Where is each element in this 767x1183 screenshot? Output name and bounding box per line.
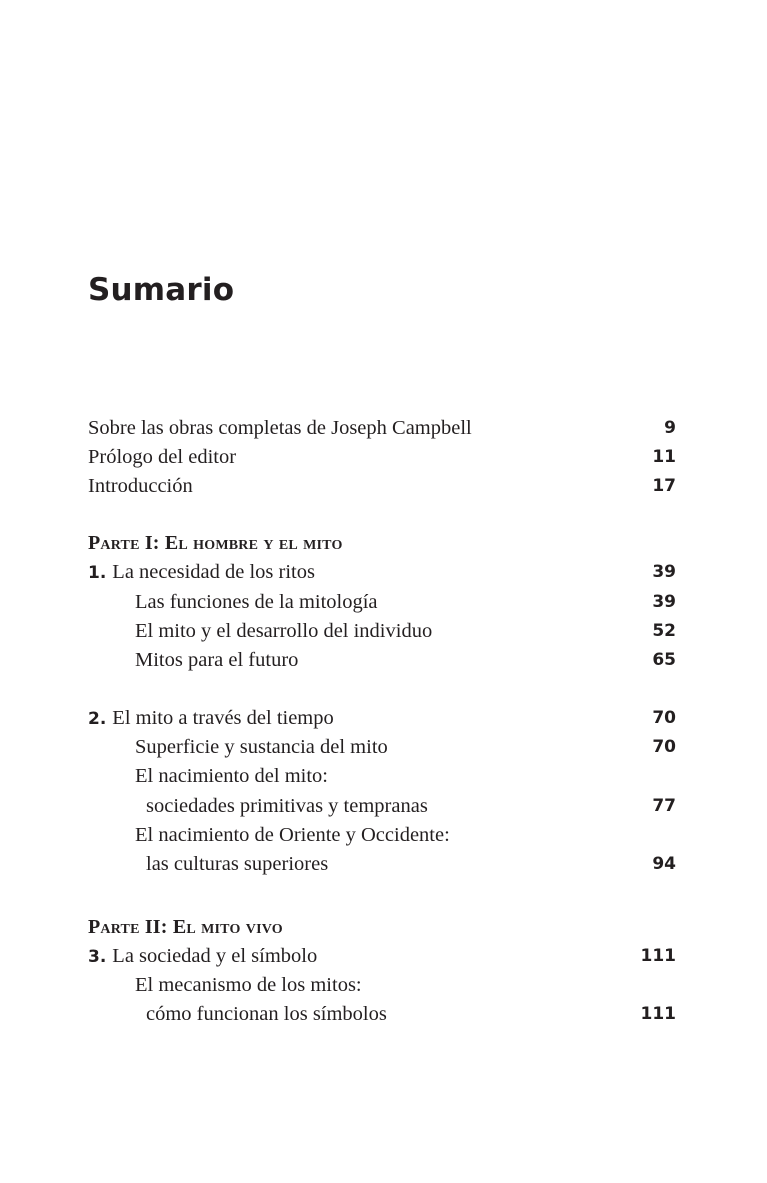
section-label: El mito y el desarrollo del individuo xyxy=(135,620,433,642)
toc-entry-page: 111 xyxy=(640,1004,676,1024)
toc-entry-label: Prólogo del editor xyxy=(88,446,237,468)
section-entry xyxy=(88,588,676,617)
section-entry xyxy=(88,733,676,762)
section-entry xyxy=(88,762,676,791)
section-entry-continuation xyxy=(88,792,676,821)
toc-entry xyxy=(88,414,676,443)
chapter-entry xyxy=(88,942,676,971)
toc-entry-page: 39 xyxy=(652,562,676,582)
toc-entry-label: Sobre las obras completas de Joseph Campbell xyxy=(88,417,472,439)
toc-entry xyxy=(88,443,676,472)
toc-entry-page: 65 xyxy=(652,650,676,670)
toc-entry xyxy=(88,472,676,501)
section-label: Las funciones de la mitología xyxy=(135,591,378,613)
section-entry xyxy=(88,617,676,646)
chapter-number: 3. xyxy=(88,947,107,967)
toc-entry-page: 77 xyxy=(652,796,676,816)
toc-entry-page: 70 xyxy=(652,708,676,728)
page-title: Sumario xyxy=(88,272,235,308)
toc-entry-page: 9 xyxy=(664,418,676,438)
part-heading xyxy=(88,913,676,942)
chapter-label xyxy=(88,942,317,972)
section-label: Superficie y sustancia del mito xyxy=(135,736,388,758)
section-label-continuation: cómo funcionan los símbolos xyxy=(146,1003,387,1025)
chapter-label xyxy=(88,558,315,588)
toc-entry-page: 17 xyxy=(652,476,676,496)
section-label-continuation: sociedades primitivas y tempranas xyxy=(146,795,428,817)
chapter-number: 2. xyxy=(88,709,107,729)
section-entry-continuation xyxy=(88,850,676,879)
chapter-entry xyxy=(88,558,676,587)
chapter-label xyxy=(88,704,334,734)
toc-entry-page: 11 xyxy=(652,447,676,467)
section-entry xyxy=(88,971,676,1000)
part-heading-label: Parte II: El mito vivo xyxy=(88,916,283,938)
chapter-title: La sociedad y el símbolo xyxy=(112,945,318,967)
chapter-entry xyxy=(88,704,676,733)
section-entry xyxy=(88,821,676,850)
section-entry-continuation xyxy=(88,1000,676,1029)
section-label: El mecanismo de los mitos: xyxy=(135,974,362,996)
toc-entry-page: 52 xyxy=(652,621,676,641)
section-label: Mitos para el futuro xyxy=(135,649,299,671)
toc-entry-page: 70 xyxy=(652,737,676,757)
section-label: El nacimiento de Oriente y Occidente: xyxy=(135,824,450,846)
toc-entry-page: 111 xyxy=(640,946,676,966)
toc-entry-page: 94 xyxy=(652,854,676,874)
chapter-number: 1. xyxy=(88,563,107,583)
chapter-title: El mito a través del tiempo xyxy=(112,707,334,729)
section-label: El nacimiento del mito: xyxy=(135,765,328,787)
toc-entry-page: 39 xyxy=(652,592,676,612)
toc-entry-label: Introducción xyxy=(88,475,193,497)
section-entry xyxy=(88,646,676,675)
section-label-continuation: las culturas superiores xyxy=(146,853,329,875)
part-heading xyxy=(88,529,676,558)
chapter-title: La necesidad de los ritos xyxy=(112,561,315,583)
part-heading-label: Parte I: El hombre y el mito xyxy=(88,532,343,554)
